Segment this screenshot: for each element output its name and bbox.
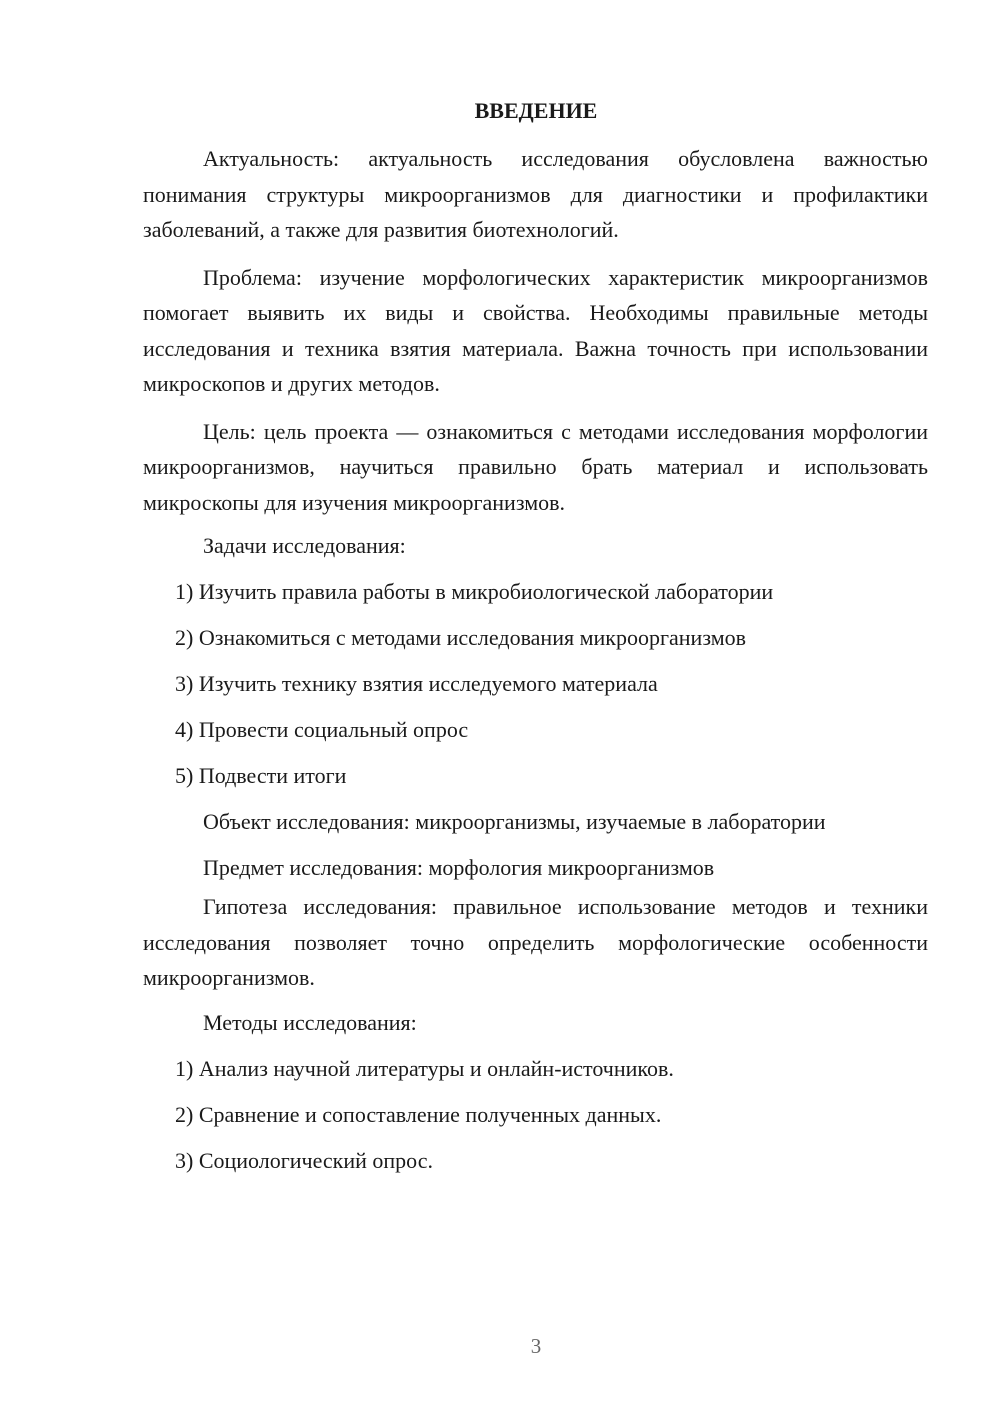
problem-paragraph: Проблема: изучение морфологических характеристик микроорганизмов помогает выявить их виды и свойства. Необходимы правильные методы исследования и техника взятия материала. Важна точность при использовании микроскопов и других методов. bbox=[143, 264, 928, 396]
research-object: Объект исследования: микроорганизмы, изучаемые в лаборатории bbox=[203, 809, 826, 834]
tasks-heading: Задачи исследования: bbox=[203, 533, 406, 558]
relevance-paragraph: Актуальность: актуальность исследования обусловлена важностью понимания структуры микроорганизмов для диагностики и профилактики заболеваний, а также для развития биотехнологий. bbox=[143, 146, 928, 242]
page-number: 3 bbox=[530, 1334, 542, 1358]
method-item: 2) Сравнение и сопоставление полученных данных. bbox=[175, 1102, 662, 1127]
task-item: 5) Подвести итоги bbox=[175, 763, 347, 788]
page-title-text: ВВЕДЕНИЕ bbox=[474, 98, 598, 123]
method-item: 3) Социологический опрос. bbox=[175, 1148, 433, 1173]
task-item: 3) Изучить технику взятия исследуемого материала bbox=[175, 671, 658, 696]
research-subject: Предмет исследования: морфология микроорганизмов bbox=[203, 855, 715, 880]
hypothesis-paragraph: Гипотеза исследования: правильное использование методов и техники исследования позволяет точно определить морфологические особенности микроорганизмов. bbox=[143, 894, 928, 990]
methods-heading: Методы исследования: bbox=[203, 1010, 417, 1035]
tasks-section bbox=[143, 523, 928, 891]
task-item: 2) Ознакомиться с методами исследования микроорганизмов bbox=[175, 625, 747, 650]
page-title bbox=[0, 97, 1000, 125]
document-body bbox=[143, 141, 928, 520]
goal-paragraph: Цель: цель проекта — ознакомиться с методами исследования морфологии микроорганизмов, научиться правильно брать материал и использовать микроскопы для изучения микроорганизмов. bbox=[143, 418, 928, 515]
method-item: 1) Анализ научной литературы и онлайн-источников. bbox=[175, 1056, 674, 1081]
hypothesis-section bbox=[143, 889, 928, 996]
methods-section bbox=[143, 1000, 928, 1184]
task-item: 4) Провести социальный опрос bbox=[175, 717, 469, 742]
task-item: 1) Изучить правила работы в микробиологической лаборатории bbox=[175, 579, 774, 604]
